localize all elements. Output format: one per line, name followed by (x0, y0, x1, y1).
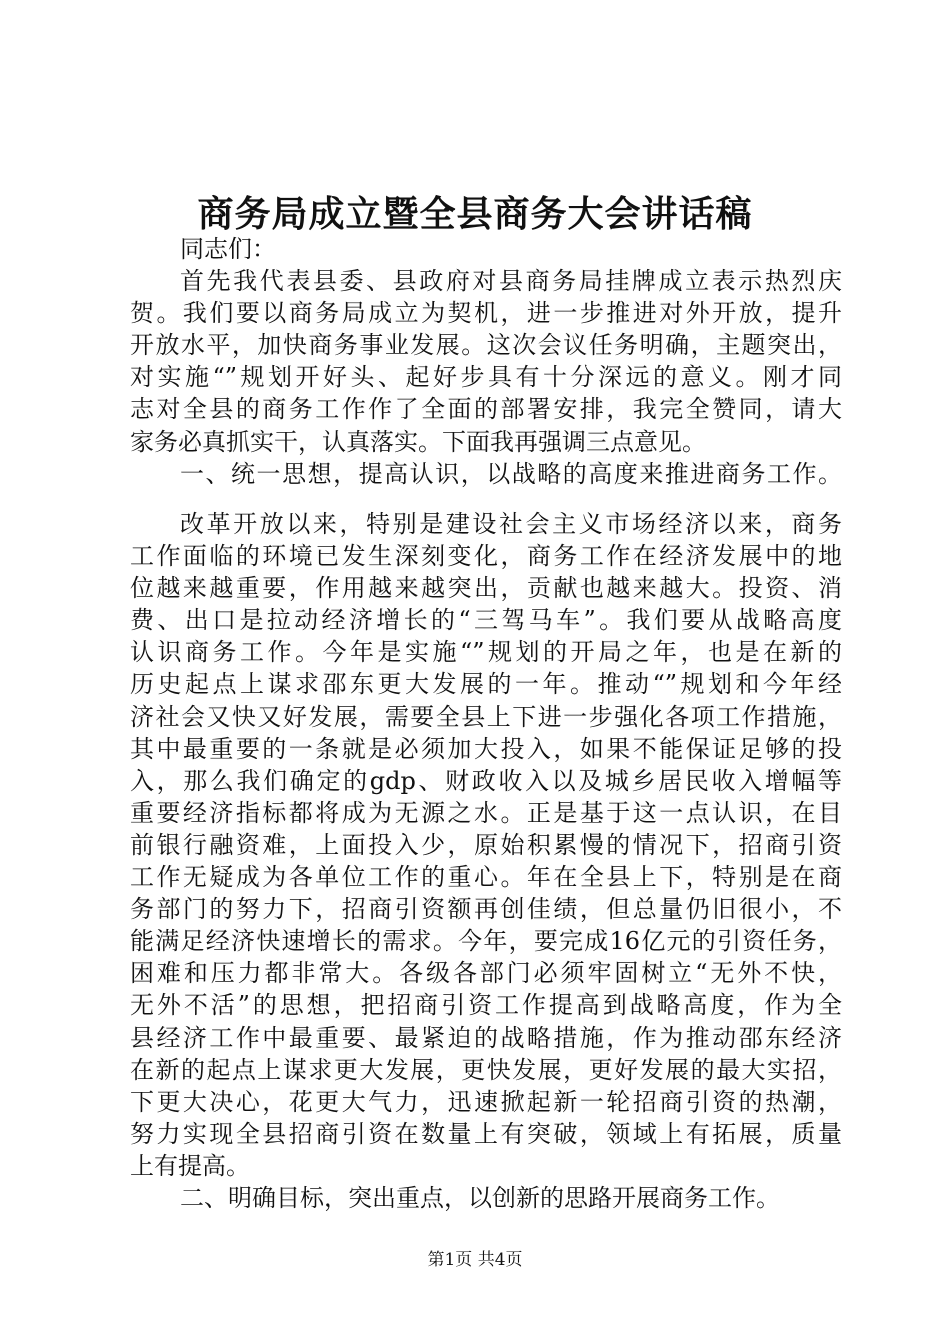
paragraph-line: 下更大决心，花更大气力，迅速掀起新一轮招商引资的热潮， (130, 1087, 842, 1116)
section-intro (130, 233, 842, 490)
paragraph-line: 县经济工作中最重要、最紧迫的战略措施，作为推动邵东经济 (130, 1023, 842, 1052)
paragraph-line: 困难和压力都非常大。各级各部门必须牢固树立“无外不快， (130, 959, 842, 988)
section-heading-1: 一、统一思想，提高认识，以战略的高度来推进商务工作。 (180, 459, 842, 488)
section-one-body (130, 508, 842, 1214)
paragraph-line: 贺。我们要以商务局成立为契机，进一步推进对外开放，提升 (130, 299, 842, 328)
paragraph-line: 位越来越重要，作用越来越突出，贡献也越来越大。投资、消 (130, 574, 842, 603)
paragraph-line: 在新的起点上谋求更大发展，更快发展，更好发展的最大实招， (130, 1055, 842, 1084)
paragraph-line: 认识商务工作。今年是实施“”规划的开局之年，也是在新的 (130, 638, 842, 667)
paragraph-line: 志对全县的商务工作作了全面的部署安排，我完全赞同，请大 (130, 395, 842, 424)
paragraph-line: 能满足经济快速增长的需求。今年，要完成16亿元的引资任务， (130, 927, 842, 956)
paragraph-line: 工作面临的环境已发生深刻变化，商务工作在经济发展中的地 (130, 542, 842, 571)
paragraph-line: 改革开放以来，特别是建设社会主义市场经济以来，商务 (180, 510, 842, 538)
paragraph-line: 上有提高。 (130, 1151, 250, 1180)
paragraph-line: 济社会又快又好发展，需要全县上下进一步强化各项工作措施， (130, 702, 842, 731)
paragraph-line: 重要经济指标都将成为无源之水。正是基于这一点认识，在目 (130, 798, 842, 827)
paragraph-line: 前银行融资难，上面投入少，原始积累慢的情况下，招商引资 (130, 830, 842, 859)
paragraph-line: 对实施“”规划开好头、起好步具有十分深远的意义。刚才同 (130, 363, 842, 392)
paragraph-line: 务部门的努力下，招商引资额再创佳绩，但总量仍旧很小，不 (130, 895, 842, 924)
section-heading-2: 二、明确目标，突出重点，以创新的思路开展商务工作。 (180, 1183, 780, 1212)
paragraph-line: 工作无疑成为各单位工作的重心。年在全县上下，特别是在商 (130, 863, 842, 892)
paragraph-line: 首先我代表县委、县政府对县商务局挂牌成立表示热烈庆 (180, 267, 842, 296)
paragraph-line: 无外不活”的思想，把招商引资工作提高到战略高度，作为全 (130, 991, 842, 1020)
paragraph-line: 历史起点上谋求邵东更大发展的一年。推动“”规划和今年经 (130, 670, 842, 699)
paragraph-line: 其中最重要的一条就是必须加大投入，如果不能保证足够的投 (130, 734, 842, 763)
paragraph-line: 家务必真抓实干，认真落实。下面我再强调三点意见。 (130, 427, 706, 456)
salutation: 同志们： (180, 235, 276, 263)
paragraph-line: 入，那么我们确定的gdp、财政收入以及城乡居民收入增幅等 (130, 766, 842, 795)
paragraph-line: 努力实现全县招商引资在数量上有突破，领域上有拓展，质量 (130, 1119, 842, 1148)
page-footer: 第1页 共4页 (427, 1250, 523, 1270)
paragraph-line: 费、出口是拉动经济增长的“三驾马车”。我们要从战略高度 (130, 606, 842, 635)
document-title: 商务局成立暨全县商务大会讲话稿 (197, 193, 753, 235)
paragraph-line: 开放水平，加快商务事业发展。这次会议任务明确，主题突出， (130, 331, 842, 360)
